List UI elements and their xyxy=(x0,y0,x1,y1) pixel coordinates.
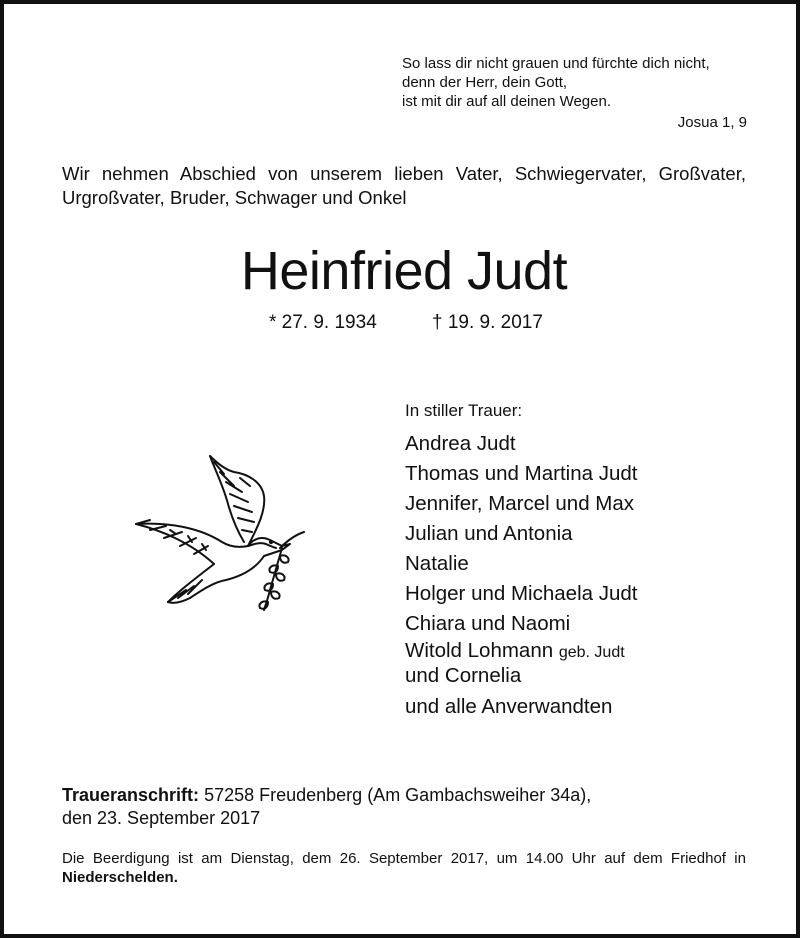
dove-icon xyxy=(130,452,305,612)
list-item: Holger und Michaela Judt xyxy=(405,582,638,605)
verse-line-1: So lass dir nicht grauen und fürchte dich nicht, xyxy=(402,55,710,72)
mourner-witold: Witold Lohmann xyxy=(405,639,554,662)
verse-reference: Josua 1, 9 xyxy=(677,114,747,131)
list-item: Thomas und Martina Judt xyxy=(405,462,638,485)
list-item-witold xyxy=(405,639,745,664)
intro-line-1: Wir nehmen Abschied von unserem lieben Vater, Schwiegervater, Großvater, xyxy=(62,163,746,184)
list-item-closing: und alle Anverwandten xyxy=(405,695,613,718)
address-label: Traueranschrift: xyxy=(62,785,200,805)
death-date: † 19. 9. 2017 xyxy=(432,312,543,333)
mourning-heading: In stiller Trauer: xyxy=(405,401,523,420)
birth-date: * 27. 9. 1934 xyxy=(269,312,377,333)
funeral-notice xyxy=(62,849,746,887)
intro-line-2: Urgroßvater, Bruder, Schwager und Onkel xyxy=(62,187,407,208)
mourners-list xyxy=(405,429,745,722)
maiden-name-note: geb. Judt xyxy=(558,644,625,661)
mourning-address xyxy=(62,784,746,830)
list-item: Chiara und Naomi xyxy=(405,612,571,635)
list-item: Andrea Judt xyxy=(405,432,516,455)
list-item: Julian und Antonia xyxy=(405,522,573,545)
deceased-name: Heinfried Judt xyxy=(240,241,568,301)
list-item: Natalie xyxy=(405,552,469,575)
list-item-cornelia: und Cornelia xyxy=(405,664,522,687)
farewell-intro xyxy=(62,162,746,210)
funeral-place: Niederschelden. xyxy=(62,869,178,886)
funeral-line-1: Die Beerdigung ist am Dienstag, dem 26. September 2017, um 14.00 Uhr auf dem Friedhof in xyxy=(62,850,746,867)
address-date: den 23. September 2017 xyxy=(62,808,261,828)
address-text: 57258 Freudenberg (Am Gambachsweiher 34a), xyxy=(204,785,592,805)
list-item: Jennifer, Marcel und Max xyxy=(405,492,635,515)
verse-line-2: denn der Herr, dein Gott, xyxy=(402,74,568,91)
verse-line-3: ist mit dir auf all deinen Wegen. xyxy=(402,93,611,110)
bible-verse xyxy=(402,54,747,132)
